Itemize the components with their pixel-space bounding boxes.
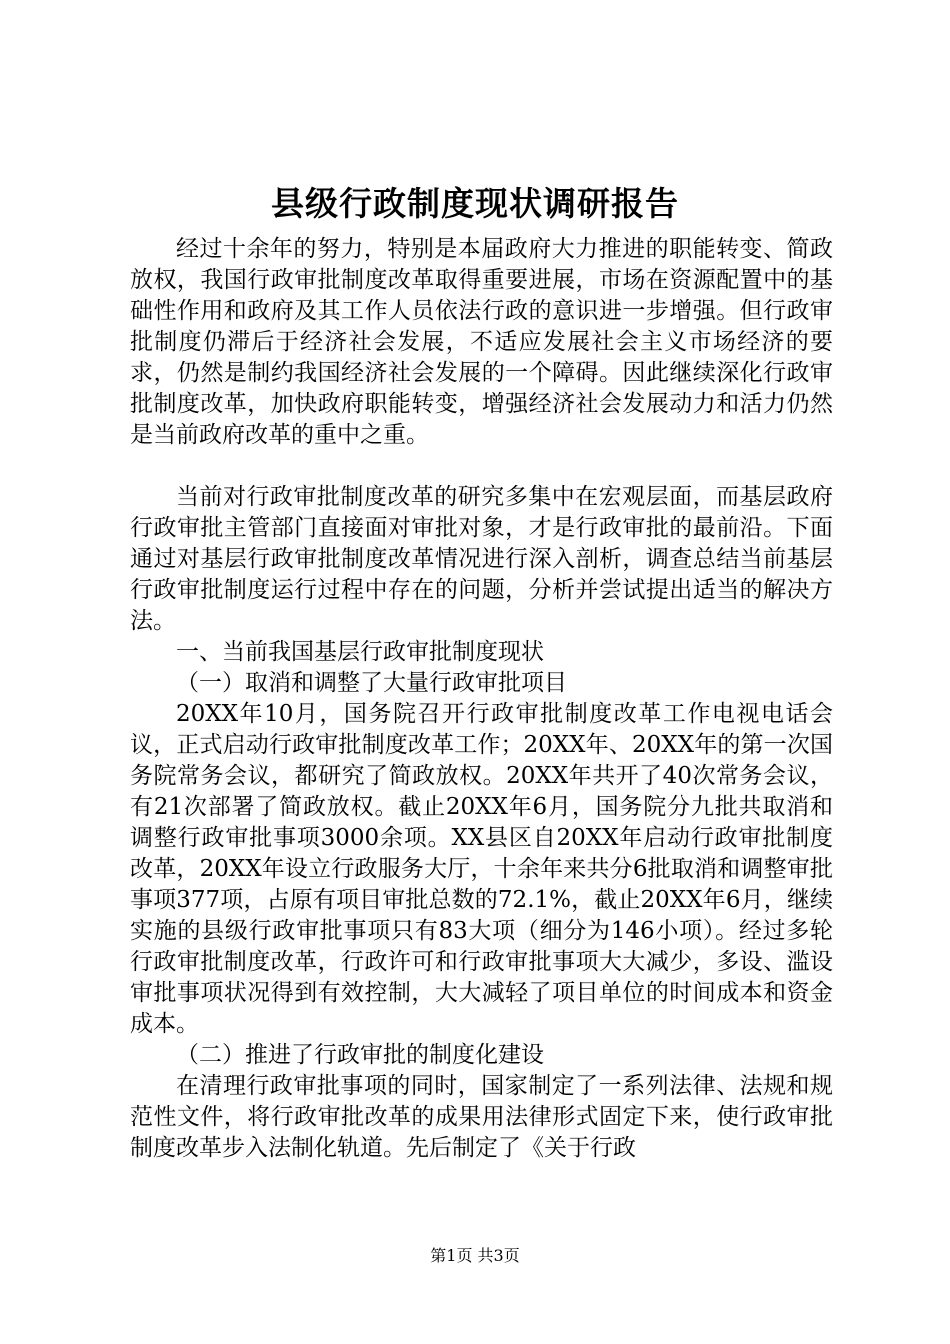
paragraph-legal-system: 在清理行政审批事项的同时，国家制定了一系列法律、法规和规范性文件，将行政审批改革的成果用法律形式固定下来，使行政审批制度改革步入法制化轨道。先后制定了《关于行政: [130, 1073, 833, 1161]
subsection-heading-2: （二）推进了行政审批的制度化建设: [176, 1042, 544, 1068]
page-footer: 第1页 共3页: [430, 1246, 520, 1265]
subsection-heading-1: （一）取消和调整了大量行政审批项目: [176, 670, 567, 696]
paragraph-research: 当前对行政审批制度改革的研究多集中在宏观层面，而基层政府行政审批主管部门直接面对审批对象，才是行政审批的最前沿。下面通过对基层行政审批制度改革情况进行深入剖析，调查总结当前基层行政审批制度运行过程中存在的问题，分析并尝试提出适当的解决方法。: [130, 484, 833, 634]
paragraph-reform-items: 20XX年10月，国务院召开行政审批制度改革工作电视电话会议，正式启动行政审批制度改革工作；20XX年、20XX年的第一次国务院常务会议，都研究了简政放权。20XX年共开了40次常务会议，有21次部署了简政放权。截止20XX年6月，国务院分九批共取消和调整行政审批事项3000余项。XX县区自20XX年启动行政审批制度改革，20XX年设立行政服务大厅，十余年来共分6批取消和调整审批事项377项，占原有项目审批总数的72.1%，截止20XX年6月，继续实施的县级行政审批事项只有83大项（细分为146小项）。经过多轮行政审批制度改革，行政许可和行政审批事项大大减少，多设、滥设审批事项状况得到有效控制，大大减轻了项目单位的时间成本和资金成本。: [130, 701, 833, 1037]
document-body: [130, 234, 833, 1164]
document-title: 县级行政制度现状调研报告: [271, 184, 679, 223]
section-heading-1: 一、当前我国基层行政审批制度现状: [176, 639, 544, 665]
paragraph-intro: 经过十余年的努力，特别是本届政府大力推进的职能转变、简政放权，我国行政审批制度改革取得重要进展，市场在资源配置中的基础性作用和政府及其工作人员依法行政的意识进一步增强。但行政审批制度仍滞后于经济社会发展，不适应发展社会主义市场经济的要求，仍然是制约我国经济社会发展的一个障碍。因此继续深化行政审批制度改革，加快政府职能转变，增强经济社会发展动力和活力仍然是当前政府改革的重中之重。: [130, 236, 833, 448]
